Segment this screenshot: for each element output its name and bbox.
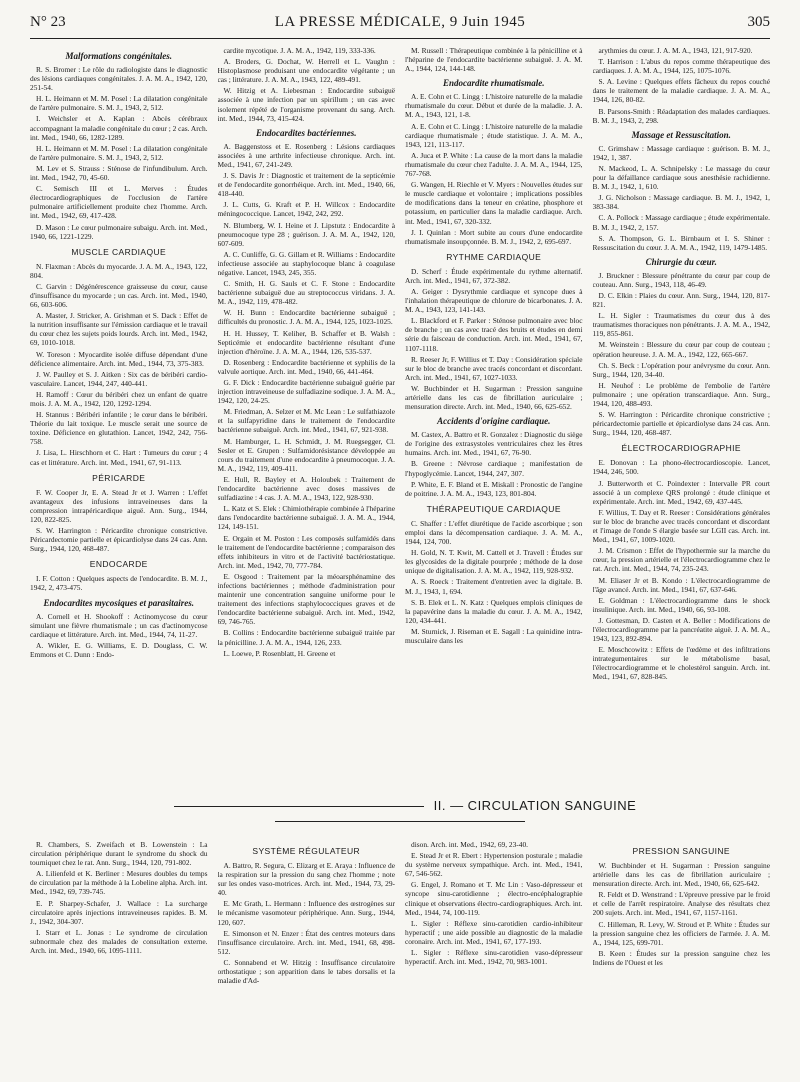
reference-entry: C. A. Pollock : Massage cardiaque ; étude expérimentale. B. M. J., 1942, 2, 157.: [592, 213, 770, 232]
part-rule-left: [174, 806, 424, 807]
reference-entry: S. A. Levine : Quelques effets fâcheux du repos couché dans le traitement de la maladie cardiaque. J. A. M. A., 1944, 126, 80-82.: [592, 77, 770, 105]
reference-entry: C. Garvin : Dégénérescence graisseuse du cœur, cause d'insuffisance du myocarde ; un cas. Arch. int. Med., 1940, 66, 603-606.: [30, 281, 208, 310]
reference-entry: E. Orgain et M. Poston : Les composés sulfamidés dans le traitement de l'endocardite bactérienne ; comparaison des effets inhibiteurs in vitro et de l'activité bactériostatique. Arch. int. Med., 1942, 70, 777-784.: [217, 533, 395, 570]
reference-entry: C. Semisch III et L. Merves : Études électrocardiographiques de l'occlusion de l'artère pulmonaire artificiellement produite chez l'homme. Arch. int. Med., 1942, 69, 417-428.: [30, 184, 208, 221]
reference-entry: I. Weichsler et A. Kaplan : Abcès cérébraux accompagnant la maladie congénitale du cœur ; 2 cas. Arch. int. Med., 1940, 66, 1282-1289.: [30, 114, 208, 142]
reference-entry: J. W. Paulley et S. J. Aitken : Six cas de béribéri cardio-vasculaire. Lancet, 1944, 247, 440-441.: [30, 369, 208, 388]
reference-entry: M. Friedman, A. Selzer et M. Mc Lean : Le sulfathiazole et la sulfapyridine dans le traitement de l'endocardite bactérienne subaiguë. Arch. int. Med., 1941, 67, 921-938.: [217, 407, 395, 435]
reference-entry: H. Neuhof : Le problème de l'embolie de l'artère pulmonaire ; une opération transcardiaque. Ann. Surg., 1944, 120, 488-493.: [592, 380, 770, 408]
reference-entry: J. S. Davis Jr : Diagnostic et traitement de la septicémie et de l'endocardite gonorrhéique. Arch. int. Med., 1940, 66, 418-440.: [217, 171, 395, 199]
top-columns: [30, 46, 770, 786]
reference-entry: L. H. Sigler : Traumatismes du cœur dus à des traumatismes thoraciques non pénétrants. J. A. M. A., 1942, 119, 855-861.: [592, 311, 770, 339]
subsection-heading: Endocardites mycosiques et parasitaires.: [43, 597, 194, 608]
reference-entry: M. Sturnick, J. Riseman et E. Sagall : La quinidine intra-musculaire dans les: [405, 626, 583, 645]
reference-entry: F. W. Cooper Jr, E. A. Stead Jr et J. Warren : L'effet avantageux des infusions intraveineuses dans la compression intrapéricardique aiguë. Ann. Surg., 1944, 120, 822-825.: [30, 487, 208, 524]
running-header: [30, 14, 770, 38]
text-column: [405, 46, 583, 786]
reference-entry: F. Willius, T. Day et R. Reeser : Considérations générales sur le bloc de branche avec tracés concordant et discordant et l'image de l'onde S élargie basée sur LGII cas. Arch. int. Med., 1941, 67, 1009-1020.: [592, 507, 770, 545]
reference-entry: R. Chambers, S. Zweifach et B. Lowenstein : La circulation périphérique durant le syndrome du shock du tourniquet chez le rat. Ann. Surg., 1944, 120, 791-802.: [30, 840, 208, 868]
reference-entry: W. Hitzig et A. Liebesman : Endocardite subaiguë associée à une infection par un spirillum ; un cas avec isolement répété de l'organisme provenant du sang. Arch. int. Med., 1944, 73, 415-424.: [217, 86, 395, 123]
reference-entry: H. L. Heimann et M. M. Posel : La dilatation congénitale de l'artère pulmonaire. S. M. J., 1943, 2, 512.: [30, 94, 208, 113]
reference-entry: A. Lilienfeld et K. Berliner : Mesures doubles du temps de circulation par la méthode à la Lobeline alpha. Arch. int. Med., 1942, 69, 739-745.: [30, 869, 208, 897]
reference-entry: A. Cornell et H. Shookoff : Actinomycose du cœur simulant une fièvre rhumatismale ; un cas d'actinomycose cardiaque et littérature. Arch. int. Med., 1944, 74, 11-27.: [30, 611, 208, 639]
reference-entry: E. P. Sharpey-Schafer, J. Wallace : La surcharge circulatoire après injections intraveineuses rapides. B. M. J., 1942, 304-307.: [30, 898, 208, 926]
reference-entry: G. Engel, J. Romano et T. Mc Lin : Vaso-dépresseur et syncope sinu-carotidienne ; électro-encéphalographie clinique et observations électro-cardiographiques. Arch. int. Med., 1944, 74, 100-119.: [405, 880, 583, 917]
reference-entry: E. Simonson et N. Enzer : État des centres moteurs dans l'insuffisance circulatoire. Arch. int. Med., 1941, 68, 498-512.: [217, 928, 395, 956]
reference-entry: E. Donovan : La phono-électrocardioscopie. Lancet, 1944, 246, 500.: [592, 458, 770, 477]
section-heading: SYSTÈME RÉGULATEUR: [252, 846, 361, 856]
reference-entry: L. Loewe, P. Rosenblatt, H. Greene et: [223, 648, 336, 658]
reference-entry: L. Blackford et F. Parker : Sténose pulmonaire avec bloc de branche ; un cas avec tracé des bruits et études en demi série du faisceau de conduction. Arch. int. Med., 1941, 67, 1107-1118.: [405, 316, 583, 353]
reference-entry: H. L. Heimann et M. M. Posel : La dilatation congénitale de l'artère pulmonaire. S. M. J., 1943, 2, 512.: [30, 143, 208, 162]
reference-entry: A. Battro, R. Segura, C. Elizarg et E. Araya : Influence de la respiration sur la pression du sang chez l'homme ; note sur les ondes vaso-motrices. Arch. int. Med., 1944, 73, 29-40.: [217, 861, 395, 898]
reference-entry: D. Rosenberg : Endocardite bactérienne et syphilis de la valvule aortique. Arch. int. Med., 1940, 66, 441-464.: [217, 357, 395, 376]
reference-entry: M. Lev et S. Strauss : Sténose de l'infundibulum. Arch. int. Med., 1942, 70, 45-60.: [30, 163, 208, 183]
reference-entry: E. Stead Jr et R. Ebert : Hypertension posturale ; maladie du système nerveux sympathique. Arch. int. Med., 1941, 67, 546-562.: [405, 851, 583, 879]
reference-entry: S. A. Thompson, G. L. Birnbaum et I. S. Shiner : Ressuscitation du cœur. J. A. M. A., 1942, 119, 1479-1485.: [592, 233, 770, 252]
text-column: [30, 46, 208, 786]
reference-entry: W. Buchbinder et H. Sugarman : Pression sanguine artérielle dans les cas de fibrillation auriculaire ; mensuration directe. Arch. int. Med., 1940, 66, 625-642.: [592, 861, 770, 889]
reference-entry: C. Smith, H. G. Sauls et C. F. Stone : Endocardite bactérienne subaiguë due au streptococcus viridans. J. A. M. A., 1942, 119, 478-482.: [217, 279, 395, 307]
reference-entry: L. Katz et S. Elek : Chimiothérapie combinée à l'héparine dans l'endocardite bactérienne subaiguë. J. A. M. A., 1944, 124, 149-151.: [217, 504, 395, 532]
reference-entry: M. Eliaser Jr et B. Kondo : L'électrocardiogramme de l'âge avancé. Arch. int. Med., 1941, 67, 637-646.: [592, 575, 770, 594]
reference-entry: A. Wikler, E. G. Williams, E. D. Douglass, C. W. Emmons et C. Dunn : Endo-: [30, 640, 208, 659]
reference-entry: H. Gold, N. T. Kwit, M. Cattell et J. Travell : Études sur les glycosides de la digitale pourprée ; méthode de la dose unique de digitalisation. J. A. M. A., 1942, 119, 928-932.: [405, 548, 583, 576]
reference-entry: J. I. Quinlan : Mort subite au cours d'une endocardite rhumatismale insoupçonnée. B. M. J., 1942, 2, 695-697.: [405, 227, 583, 246]
reference-entry: arythmies du cœur. J. A. M. A., 1943, 121, 917-920.: [598, 46, 753, 55]
reference-entry: E. Goldman : L'électrocardiogramme dans le shock insulinique. Arch. int. Med., 1940, 66, 93-108.: [592, 595, 770, 614]
reference-entry: G. F. Dick : Endocardite bactérienne subaiguë guérie par injection intraveineuse de sulfadiazine sodique. J. A. M. A., 1942, 120, 24-25.: [217, 378, 395, 406]
part-title: [30, 798, 770, 828]
page-number: 305: [747, 14, 770, 30]
reference-entry: D. C. Elkin : Plaies du cœur. Ann. Surg., 1944, 120, 817-821.: [592, 290, 770, 310]
section-heading: THÉRAPEUTIQUE CARDIAQUE: [426, 503, 561, 514]
reference-entry: R. Feldt et D. Wenstrand : L'épreuve pressive par le froid et celle de l'arrêt respiratoire. Analyse des résultats chez 200 sujets. Arch. int. Med., 1941, 67, 1157-1161.: [592, 890, 770, 918]
reference-entry: J. Lisa, L. Hirschhorn et C. Hart : Tumeurs du cœur ; 4 cas et littérature. Arch. int. Med., 1941, 67, 91-113.: [30, 448, 208, 467]
subsection-heading: Endocardites bactériennes.: [256, 127, 357, 138]
reference-entry: L. Sigler : Réflexe sinu-carotidien cardio-inhibiteur hyperactif ; une aide possible au diagnostic de la maladie coronaire. Arch. int. Med., 1941, 67, 177-193.: [405, 918, 583, 946]
reference-entry: J. Gottesman, D. Casten et A. Beller : Modifications de l'électrocardiogramme par la pancréatite aiguë. J. A. M. A., 1943, 123, 892-894.: [592, 615, 770, 644]
subsection-heading: Chirurgie du cœur.: [645, 256, 717, 267]
reference-entry: B. Greene : Névrose cardiaque ; manifestation de l'hypoglycémie. Lancet, 1944, 247, 307.: [405, 459, 583, 478]
reference-entry: A. Juca et P. White : La cause de la mort dans la maladie rhumatismale du cœur chez l'adulte. J. A. M. A., 1944, 125, 767-768.: [405, 150, 583, 179]
reference-entry: N. Flaxman : Abcès du myocarde. J. A. M. A., 1943, 122, 804.: [30, 261, 208, 280]
reference-entry: A. Master, J. Stricker, A. Grishman et S. Dack : Effet de la nutrition insuffisante sur l'émission cardiaque et le travail du cœur chez les sujets poids lourds. Arch. int. Med., 1942, 69, 1010-1018.: [30, 311, 208, 348]
section-heading: MUSCLE CARDIAQUE: [71, 246, 167, 257]
reference-entry: A. Broders, G. Dochat, W. Herrell et L. Vaughn : Histoplasmose produisant une endocardite végétante ; un cas ; littérature. J. A. M. A., 1943, 122, 489-491.: [217, 57, 395, 85]
reference-entry: P. White, E. F. Bland et E. Miskall : Pronostic de l'angine de poitrine. J. A. M. A., 1943, 123, 801-804.: [405, 479, 583, 498]
reference-entry: E. Moschcowitz : Effets de l'œdème et des infiltrations intrategumentaires sur le métabolisme basal, l'électrocardiogramme et le cholestérol sanguin. Arch. int. Med., 1941, 67, 828-845.: [592, 645, 770, 682]
reference-entry: B. Collins : Endocardite bactérienne subaiguë traitée par la pénicilline. J. A. M. A., 1944, 126, 233.: [217, 628, 395, 647]
reference-entry: N. Blumberg, W. I. Heine et J. Lipstutz : Endocardite à pneumocoque type 28 ; guérison. J. A. M. A., 1942, 120, 607-609.: [217, 220, 395, 248]
text-column: [593, 840, 771, 1076]
reference-entry: W. Toreson : Myocardite isolée diffuse dépendant d'une déficience alimentaire. Arch. int. Med., 1944, 73, 375-383.: [30, 349, 208, 368]
reference-entry: C. Shaffer : L'effet diurétique de l'acide ascorbique ; son emploi dans la décompensation cardiaque. J. A. M. A., 1944, 124, 700.: [405, 518, 583, 547]
reference-entry: M. Hamburger, L. H. Schmidt, J. M. Ruegsegger, Cl. Sesler et E. Grupen : Sulfamidorésistance développée au cours du traitement d'une endocardite à pneumocoque. J. A. M. A., 1942, 119, 409-411.: [217, 436, 395, 473]
section-heading: ÉLECTROCARDIOGRAPHIE: [621, 443, 741, 454]
bottom-columns: [30, 840, 770, 1076]
reference-entry: W. H. Bunn : Endocardite bactérienne subaiguë ; difficultés du pronostic. J. A. M. A., 1944, 125, 1023-1025.: [217, 308, 395, 327]
section-heading: PÉRICARDE: [92, 472, 146, 483]
text-column: [30, 840, 208, 1076]
text-column: [593, 46, 771, 786]
reference-entry: S. W. Harrington : Péricardite chronique constrictive ; péricardectomie partielle et épicardiolyse dans 24 cas. Ann. Surg., 1944, 120, 468-487.: [592, 410, 770, 438]
reference-entry: J. M. Crismon : Effet de l'hypothermie sur la marche du cœur, la pression artérielle et l'électrocardiogramme chez le rat. Arch. int. Med., 1944, 74, 235-243.: [592, 546, 770, 574]
reference-entry: C. Grimshaw : Massage cardiaque : guérison. B. M. J., 1942, 1, 387.: [592, 143, 770, 162]
reference-entry: J. Butterworth et C. Poindexter : Intervalle PR court associé à un complexe QRS prolongé : étude clinique et expérimentale. Arch. int. Med., 1942, 69, 437-445.: [592, 478, 770, 506]
reference-entry: W. Buchbinder et H. Sugarman : Pression sanguine artérielle dans les cas de fibrillation auriculaire ; mensuration directe. Arch. int. Med., 1940, 66, 625-652.: [405, 383, 583, 412]
reference-entry: Ch. S. Beck : L'opération pour anévrysme du cœur. Ann. Surg., 1944, 120, 34-40.: [592, 360, 770, 379]
section-heading: PRESSION SANGUINE: [632, 846, 730, 856]
text-column: [218, 46, 396, 786]
reference-entry: B. Parsons-Smith : Réadaptation des malades cardiaques. B. M. J., 1943, 2, 298.: [592, 106, 770, 125]
reference-entry: dison. Arch. int. Med., 1942, 69, 23-40.: [411, 840, 529, 849]
reference-entry: L. Sigler : Réflexe sinu-carotidien vaso-dépresseur hyperactif. Arch. int. Med., 1942, 70, 983-1001.: [405, 948, 583, 967]
part-rule-right: [275, 821, 525, 822]
reference-entry: J. L. Cutts, G. Kraft et P. H. Willcox : Endocardite méningococcique. Lancet, 1942, 242, 292.: [217, 200, 395, 219]
subsection-heading: Accidents d'origine cardiaque.: [437, 416, 551, 427]
reference-entry: A. Baggenstoss et E. Rosenberg : Lésions cardiaques associées à une arthrite infectieuse chronique. Arch. int. Med., 1941, 67, 241-249.: [217, 141, 395, 169]
reference-entry: J. G. Nicholson : Massage cardiaque. B. M. J., 1942, 1, 383-384.: [592, 193, 770, 212]
subsection-heading: Malformations congénitales.: [65, 51, 172, 61]
reference-entry: S. W. Harrington : Péricardite chronique constrictive. Péricardectomie partielle et épicardiolyse dans 24 cas. Ann. Surg., 1944, 120, 468-487.: [30, 526, 208, 554]
text-column: [405, 840, 583, 1076]
reference-entry: I. Starr et L. Jonas : Le syndrome de circulation subnormale chez des malades de consultation externe. Arch. int. Med., 1940, 66, 1095-1111.: [30, 927, 208, 956]
reference-entry: A. C. Cunliffe, G. G. Gillam et R. Williams : Endocardite infectieuse associée au staphylocoque blanc à coagulase négative. Lancet, 1943, 245, 355.: [217, 249, 395, 277]
reference-entry: G. Wangen, H. Riechle et V. Myers : Nouvelles études sur le muscle cardiaque et volontaire ; implications possibles de modifications dans la teneur en créatine, phosphore et potassium, en particulier dans la maladie cardiaque. Arch. int. Med., 1941, 67, 320-332.: [405, 180, 583, 226]
reference-entry: E. Osgood : Traitement par la méoarsphénamine des infections bactériennes ; méthode d'administration pour maintenir une concentration sanguine uniforme pour le traitement des infections staphylococciques graves et de l'endocardite bactérienne subaiguë. Arch. int. Med., 1942, 69, 746-765.: [217, 571, 395, 627]
reference-entry: cardite mycotique. J. A. M. A., 1942, 119, 333-336.: [223, 46, 376, 55]
reference-entry: H. Stannus : Béribéri infantile ; le cœur dans le béribéri. Théorie du lait toxique. Le muscle serait une source de toxine. Déficience en glutathion. Lancet, 1942, 242, 756-758.: [30, 410, 208, 447]
issue-number: N° 23: [30, 14, 66, 30]
reference-entry: I. F. Cotton : Quelques aspects de l'endocardite. B. M. J., 1942, 2, 473-475.: [30, 574, 208, 593]
reference-entry: B. Keen : Études sur la pression sanguine chez les Indiens de l'Ouest et les: [592, 948, 770, 967]
reference-entry: C. Sonnabend et W. Hitzig : Insuffisance circulatoire orthostatique ; son apparition dans le tabes dorsalis et la maladie d'Ad-: [217, 957, 395, 986]
reference-entry: H. H. Hussey, T. Keliher, B. Schaffer et B. Walsh : Septicémie et endocardite bactérienne résultant d'une injection d'héroïne. J. A. M. A., 1944, 126, 535-537.: [217, 328, 395, 356]
reference-entry: M. Castex, A. Battro et R. Gonzalez : Diagnostic du siège de l'origine des extrasystoles ventriculaires chez les êtres humains. Arch. int. Med., 1941, 67, 76-90.: [405, 430, 583, 458]
header-rule: [30, 38, 770, 39]
journal-title: LA PRESSE MÉDICALE, 9 Juin 1945: [274, 14, 526, 30]
reference-entry: S. B. Elek et L. N. Katz : Quelques emplois cliniques de la papavérine dans la maladie du cœur. J. A. M. A., 1942, 120, 434-441.: [405, 597, 583, 625]
reference-entry: J. Bruckner : Blessure pénétrante du cœur par coup de couteau. Ann. Surg., 1943, 118, 46-49.: [592, 270, 770, 289]
reference-entry: A. S. Roeck : Traitement d'entretien avec la digitale. B. M. J., 1943, 1, 694.: [405, 577, 583, 596]
reference-entry: A. E. Cohn et C. Lingg : L'histoire naturelle de la maladie rhumatismale du cœur. Début et durée de la maladie. J. A. M. A., 1943, 121, 1-8.: [405, 92, 583, 120]
reference-entry: N. Mackeod, L. A. Schnipelsky : Le massage du cœur pour la défaillance cardiaque sous anesthésie rachidienne. B. M. J., 1942, 1, 610.: [592, 163, 770, 192]
reference-entry: E. Hull, R. Bayley et A. Holoubek : Traitement de l'endocardite bactérienne avec doses massives de sulfadiazine : 4 cas. J. A. M. A., 1943, 122, 928-930.: [217, 474, 395, 503]
reference-entry: C. Hilleman, R. Levy, W. Stroud et P. White : Études sur la pression sanguine chez les officiers de l'armée. J. A. M. A., 1944, 125, 699-701.: [592, 919, 770, 947]
subsection-heading: Massage et Ressuscitation.: [631, 129, 731, 140]
reference-entry: M. Russell : Thérapeutique combinée à la pénicilline et à l'héparine de l'endocardite bactérienne subaiguë. J. A. M. A., 1944, 124, 144-148.: [405, 46, 583, 74]
reference-entry: A. Geiger : Dysrythmie cardiaque et syncope dues à l'inhalation thérapeutique de chlorure de bicarbonates. J. A. M. A., 1943, 123, 141-143.: [405, 286, 583, 315]
reference-entry: H. Ramoff : Cœur du béribéri chez un enfant de quatre mois. J. A. M. A., 1942, 120, 1292-1294.: [30, 389, 208, 408]
reference-entry: D. Mason : Le cœur pulmonaire subaigu. Arch. int. Med., 1940, 66, 1221-1229.: [30, 222, 208, 241]
reference-entry: R. S. Bromer : Le rôle du radiologiste dans le diagnostic des lésions cardiaques congénitales. J. A. M. A., 1942, 120, 251-54.: [30, 65, 208, 93]
section-heading: ENDOCARDE: [89, 559, 148, 570]
reference-entry: R. Reeser Jr, F. Willius et T. Day : Considération spéciale sur le bloc de branche avec tracés concordant et discordant. Arch. int. Med., 1941, 67, 1027-1033.: [405, 354, 583, 382]
subsection-heading: Endocardite rhumatismale.: [442, 78, 545, 89]
reference-entry: A. E. Cohn et C. Lingg : L'histoire naturelle de la maladie cardiaque rhumatismale ; étude statistique. J. A. M. A., 1943, 121, 113-117.: [405, 121, 583, 149]
text-column: [218, 840, 396, 1076]
reference-entry: D. Scherf : Étude expérimentale du rythme alternatif. Arch. int. Med., 1941, 67, 372-382.: [405, 266, 583, 285]
reference-entry: M. Weinstein : Blessure du cœur par coup de couteau ; opération heureuse. J. A. M. A., 1942, 122, 665-667.: [592, 340, 770, 359]
section-heading: RYTHME CARDIAQUE: [446, 251, 542, 262]
part-title-text: II. — CIRCULATION SANGUINE: [433, 798, 637, 813]
reference-entry: E. Mc Grath, L. Hermann : Influence des œstrogènes sur le mécanisme vasomoteur périphérique. Ann. Surg., 1944, 120, 607.: [217, 899, 395, 927]
reference-entry: T. Harrison : L'abus du repos comme thérapeutique des cardiaques. J. A. M. A., 1944, 125, 1075-1076.: [592, 57, 770, 76]
